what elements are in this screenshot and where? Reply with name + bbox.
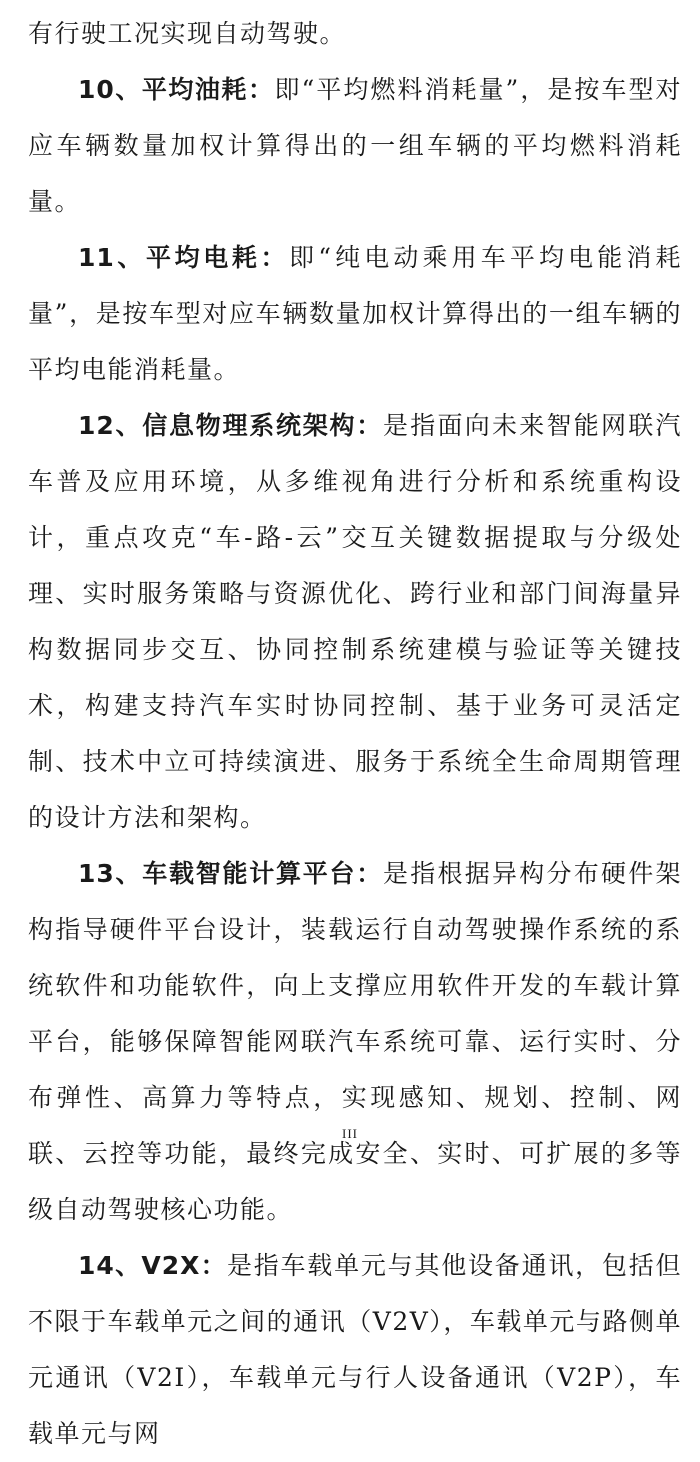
definition-text: 即“平均燃料消耗量”，是按车型对应车辆数量加权计算得出的一组车辆的平均燃料消耗量。 [28, 75, 682, 216]
definition-text: 即“纯电动乘用车平均电能消耗量”，是按车型对应车辆数量加权计算得出的一组车辆的平均电能消耗量。 [28, 243, 682, 384]
term-label: 11、平均电耗： [78, 243, 290, 272]
definition-paragraph-14 [0, 1238, 700, 1462]
definition-text: 是指面向未来智能网联汽车普及应用环境，从多维视角进行分析和系统重构设计，重点攻克“车-路-云”交互关键数据提取与分级处理、实时服务策略与资源优化、跨行业和部门间海量异构数据同步交互、协同控制系统建模与验证等关键技术，构建支持汽车实时协同控制、基于业务可灵活定制、技术中立可持续演进、服务于系统全生命周期管理的设计方法和架构。 [28, 411, 682, 832]
term-label: 12、信息物理系统架构： [78, 411, 384, 440]
definition-text: 是指根据异构分布硬件架构指导硬件平台设计，装载运行自动驾驶操作系统的系统软件和功能软件，向上支撑应用软件开发的车载计算平台，能够保障智能网联汽车系统可靠、运行实时、分布弹性、高算力等特点，实现感知、规划、控制、网联、云控等功能，最终完成安全、实时、可扩展的多等级自动驾驶核心功能。 [28, 859, 682, 1224]
page-number: III [342, 1126, 358, 1141]
definition-text: 是指车载单元与其他设备通讯，包括但不限于车载单元之间的通讯（V2V），车载单元与路侧单元通讯（V2I），车载单元与行人设备通讯（V2P），车载单元与网 [28, 1251, 682, 1448]
continuation-text: 有行驶工况实现自动驾驶。 [28, 19, 347, 48]
definition-paragraph-10 [0, 62, 700, 230]
definition-paragraph-13 [0, 846, 700, 1238]
term-label: 13、车载智能计算平台： [78, 859, 384, 888]
continuation-paragraph [0, 6, 700, 62]
term-label: 14、V2X： [78, 1251, 227, 1280]
definition-paragraph-12 [0, 398, 700, 846]
definition-paragraph-11 [0, 230, 700, 398]
term-label: 10、平均油耗： [78, 75, 275, 104]
